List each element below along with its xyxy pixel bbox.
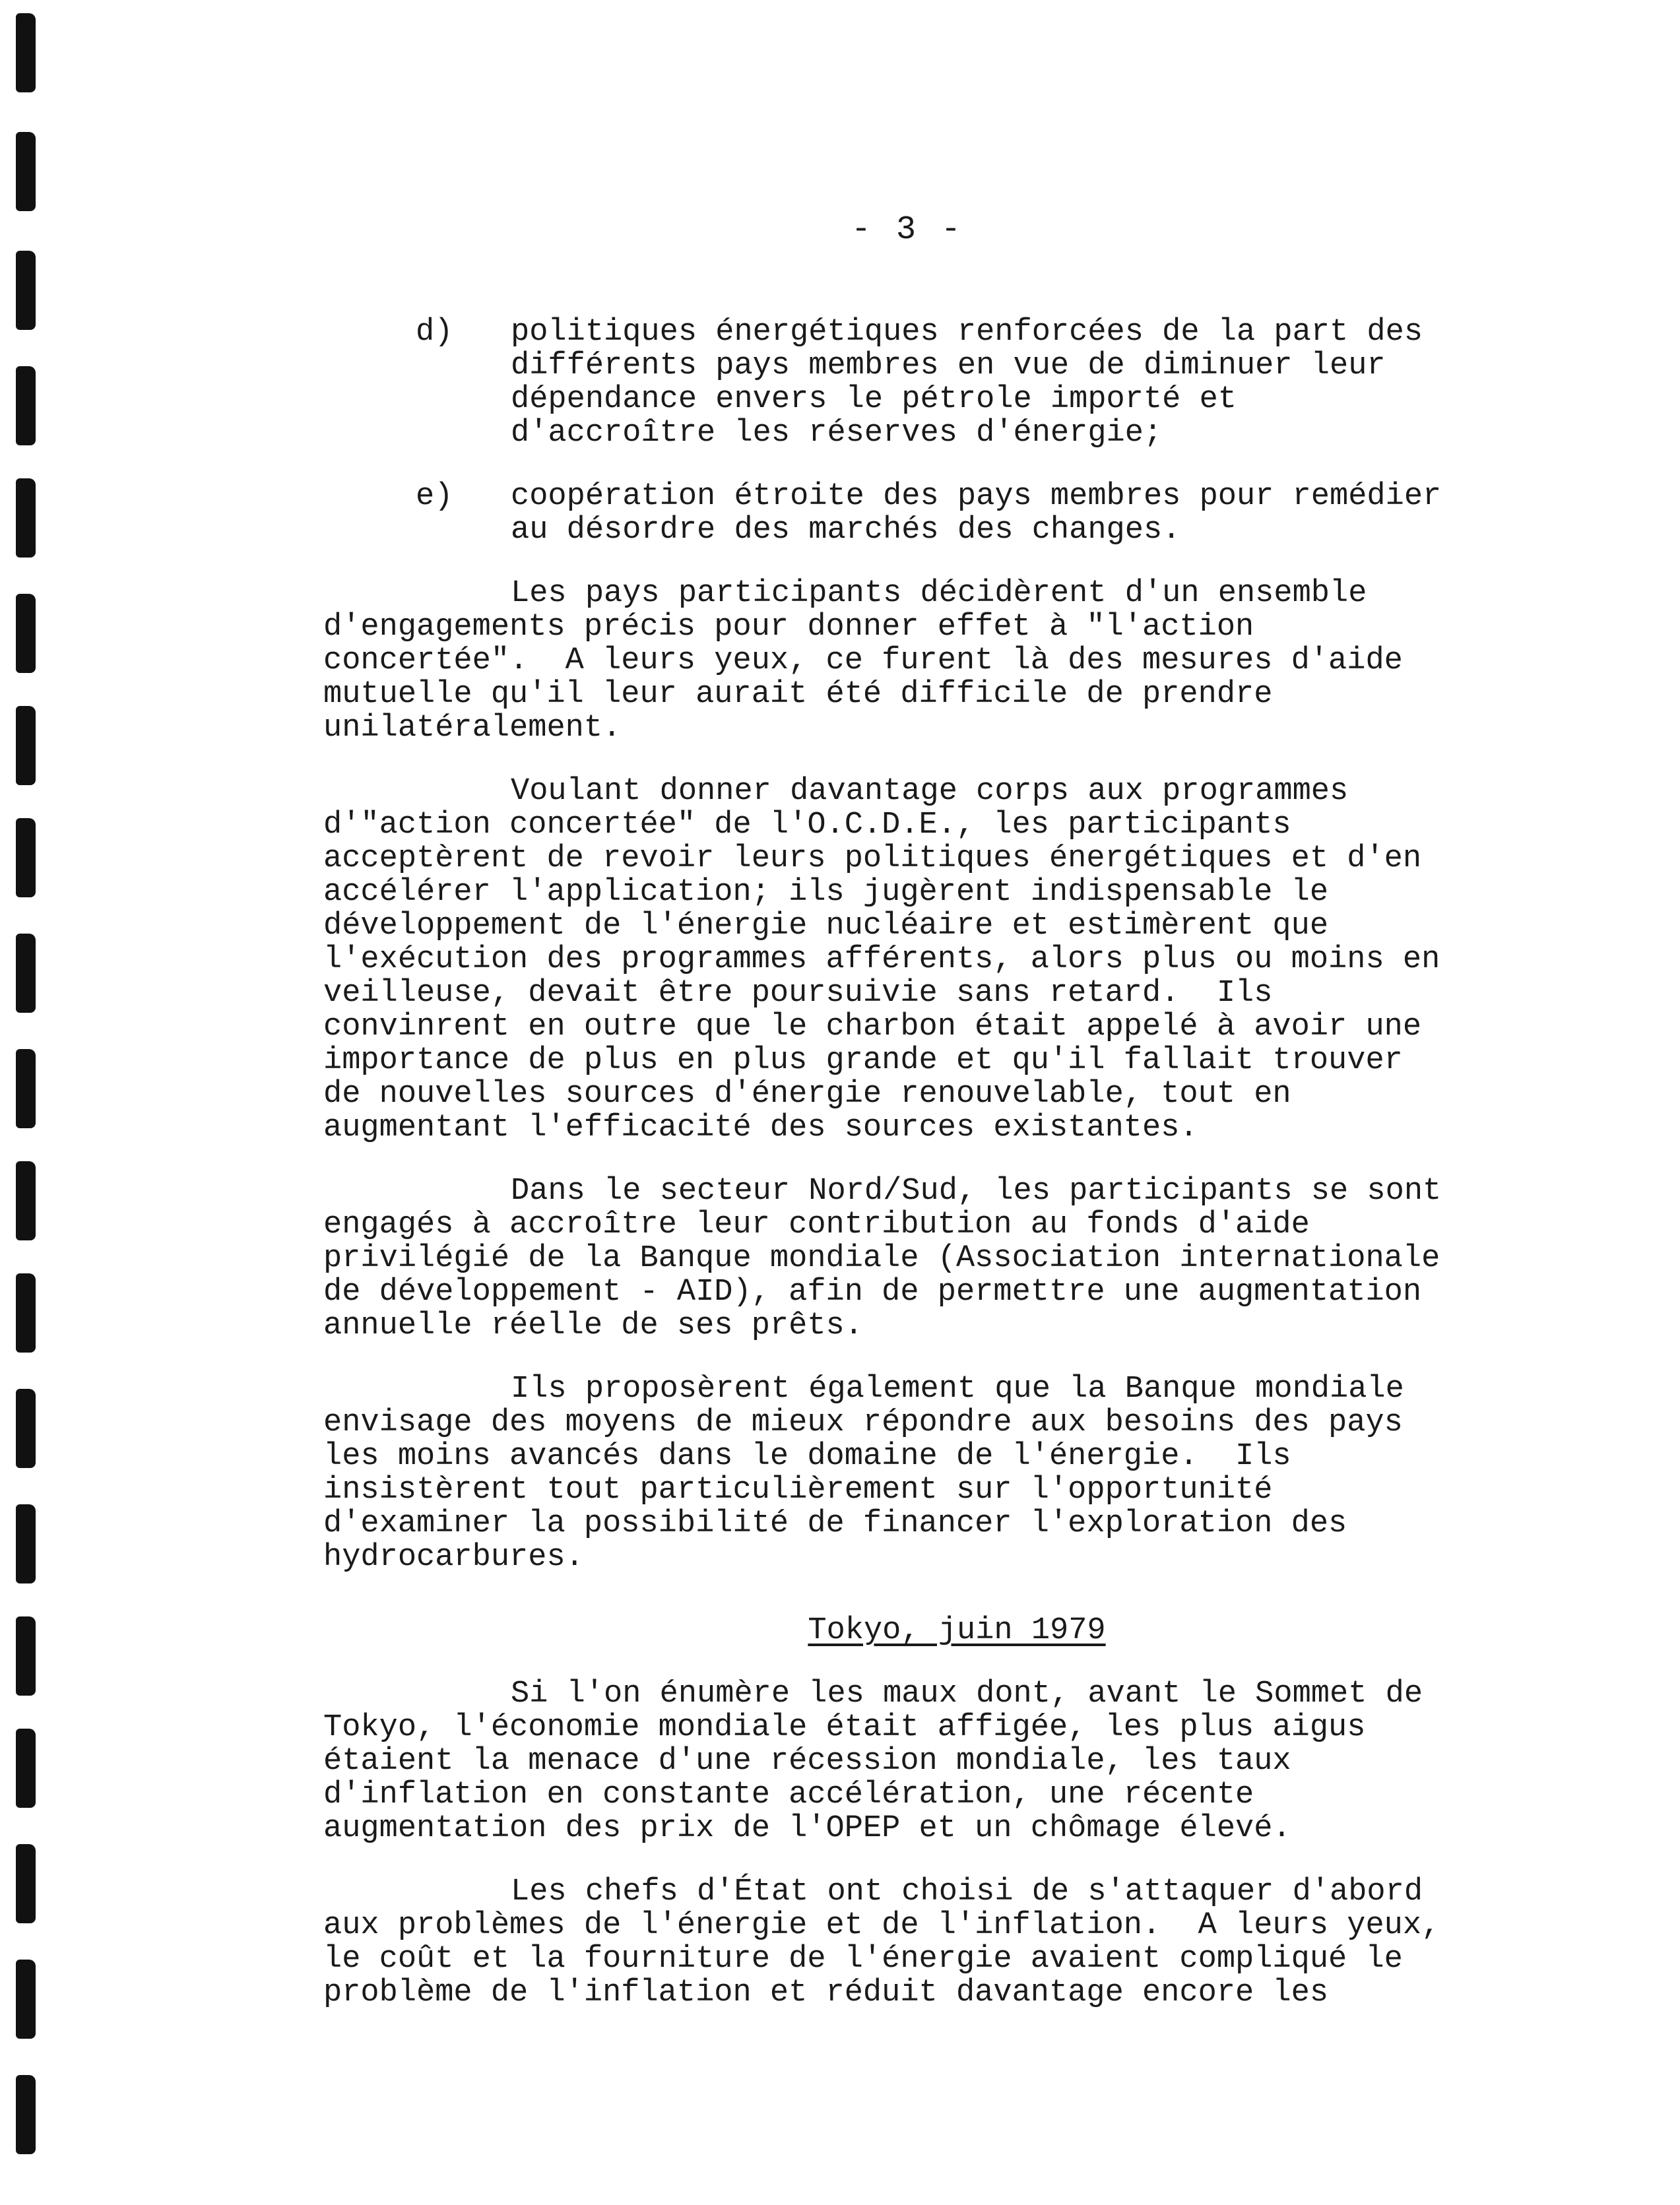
punch-hole bbox=[16, 818, 36, 897]
binder-holes bbox=[0, 0, 73, 2205]
text-line: privilégié de la Banque mondiale (Association internationale bbox=[323, 1241, 1440, 1276]
punch-hole bbox=[16, 1161, 36, 1240]
text-line: Tokyo, l'économie mondiale était affigée, les plus aigus bbox=[323, 1710, 1366, 1745]
punch-hole bbox=[16, 1504, 36, 1583]
text-line: mutuelle qu'il leur aurait été difficile de prendre bbox=[323, 677, 1273, 712]
text-line: aux problèmes de l'énergie et de l'inflation. A leurs yeux, bbox=[323, 1908, 1440, 1943]
punch-hole bbox=[16, 1729, 36, 1808]
text-line: au désordre des marchés des changes. bbox=[511, 513, 1181, 548]
text-line: d'inflation en constante accélération, une récente bbox=[323, 1777, 1254, 1812]
text-line: Si l'on énumère les maux dont, avant le Sommet de bbox=[511, 1677, 1423, 1711]
text-line: Dans le secteur Nord/Sud, les participants se sont bbox=[511, 1174, 1442, 1209]
punch-hole bbox=[16, 366, 36, 445]
text-line: augmentant l'efficacité des sources existantes. bbox=[323, 1110, 1198, 1145]
punch-hole bbox=[16, 13, 36, 92]
text-line: Les pays participants décidèrent d'un ensemble bbox=[511, 576, 1367, 611]
punch-hole bbox=[16, 1389, 36, 1468]
text-line: politiques énergétiques renforcées de la part des bbox=[511, 315, 1423, 350]
text-line: étaient la menace d'une récession mondiale, les taux bbox=[323, 1744, 1291, 1779]
text-line: acceptèrent de revoir leurs politiques énergétiques et d'en bbox=[323, 841, 1422, 876]
paragraph bbox=[323, 1677, 1511, 1845]
paragraph bbox=[323, 1875, 1511, 2010]
text-line: de développement - AID), afin de permettre une augmentation bbox=[323, 1275, 1422, 1310]
text-line: coopération étroite des pays membres pour remédier bbox=[511, 479, 1442, 514]
text-line: le coût et la fourniture de l'énergie avaient compliqué le bbox=[323, 1942, 1403, 1977]
text-line: envisage des moyens de mieux répondre aux besoins des pays bbox=[323, 1405, 1403, 1440]
text-line: de nouvelles sources d'énergie renouvelable, tout en bbox=[323, 1077, 1291, 1112]
section-heading bbox=[323, 1614, 1511, 1647]
text-line: problème de l'inflation et réduit davantage encore les bbox=[323, 1975, 1329, 2010]
punch-hole bbox=[16, 251, 36, 330]
enumerated-list bbox=[323, 315, 1511, 547]
list-item bbox=[323, 480, 1511, 547]
text-line: engagés à accroître leur contribution au fonds d'aide bbox=[323, 1207, 1310, 1242]
page-number: - 3 - bbox=[851, 211, 964, 249]
paragraph bbox=[323, 775, 1511, 1145]
text-line: d'accroître les réserves d'énergie; bbox=[511, 416, 1163, 451]
text-line: insistèrent tout particulièrement sur l'opportunité bbox=[323, 1473, 1273, 1508]
punch-hole bbox=[16, 706, 36, 785]
text-line: veilleuse, devait être poursuivie sans retard. Ils bbox=[323, 976, 1273, 1011]
text-line: hydrocarbures. bbox=[323, 1540, 584, 1575]
punch-hole bbox=[16, 1960, 36, 2039]
text-line: annuelle réelle de ses prêts. bbox=[323, 1308, 863, 1343]
text-line: développement de l'énergie nucléaire et estimèrent que bbox=[323, 909, 1329, 943]
text-line: d'engagements précis pour donner effet à "l'action bbox=[323, 610, 1254, 645]
paragraph bbox=[323, 1372, 1511, 1574]
punch-hole bbox=[16, 2075, 36, 2154]
punch-hole bbox=[16, 934, 36, 1013]
text-line: Voulant donner davantage corps aux programmes bbox=[511, 774, 1349, 809]
punch-hole bbox=[16, 132, 36, 211]
text-line: unilatéralement. bbox=[323, 711, 622, 746]
document-body bbox=[323, 315, 1511, 2010]
punch-hole bbox=[16, 1844, 36, 1923]
list-marker: d) bbox=[416, 315, 453, 350]
list-item bbox=[323, 315, 1511, 450]
paragraph-group bbox=[323, 577, 1511, 1574]
text-line: d'"action concertée" de l'O.C.D.E., les participants bbox=[323, 808, 1291, 843]
text-line: les moins avancés dans le domaine de l'énergie. Ils bbox=[323, 1439, 1291, 1474]
paragraph-group bbox=[323, 1677, 1511, 2010]
text-line: convinrent en outre que le charbon était appelé à avoir une bbox=[323, 1009, 1422, 1044]
text-line: Ils proposèrent également que la Banque mondiale bbox=[511, 1372, 1404, 1407]
text-line: accélérer l'application; ils jugèrent indispensable le bbox=[323, 875, 1329, 910]
punch-hole bbox=[16, 1273, 36, 1353]
paragraph bbox=[323, 1174, 1511, 1343]
list-item-text bbox=[511, 480, 1511, 547]
punch-hole bbox=[16, 1049, 36, 1128]
punch-hole bbox=[16, 478, 36, 558]
text-line: différents pays membres en vue de diminuer leur bbox=[511, 348, 1386, 383]
text-line: concertée". A leurs yeux, ce furent là des mesures d'aide bbox=[323, 643, 1403, 678]
text-line: Les chefs d'État ont choisi de s'attaquer d'abord bbox=[511, 1874, 1423, 1909]
text-line: l'exécution des programmes afférents, alors plus ou moins en bbox=[323, 942, 1440, 977]
paragraph bbox=[323, 577, 1511, 745]
text-line: importance de plus en plus grande et qu'il fallait trouver bbox=[323, 1043, 1403, 1078]
punch-hole bbox=[16, 1616, 36, 1696]
text-line: d'examiner la possibilité de financer l'exploration des bbox=[323, 1506, 1347, 1541]
text-line: dépendance envers le pétrole importé et bbox=[511, 382, 1237, 417]
punch-hole bbox=[16, 594, 36, 673]
list-marker: e) bbox=[416, 479, 453, 514]
section-heading-text: Tokyo, juin 1979 bbox=[808, 1613, 1106, 1648]
list-item-text bbox=[511, 315, 1511, 450]
text-line: augmentation des prix de l'OPEP et un chômage élevé. bbox=[323, 1811, 1291, 1846]
